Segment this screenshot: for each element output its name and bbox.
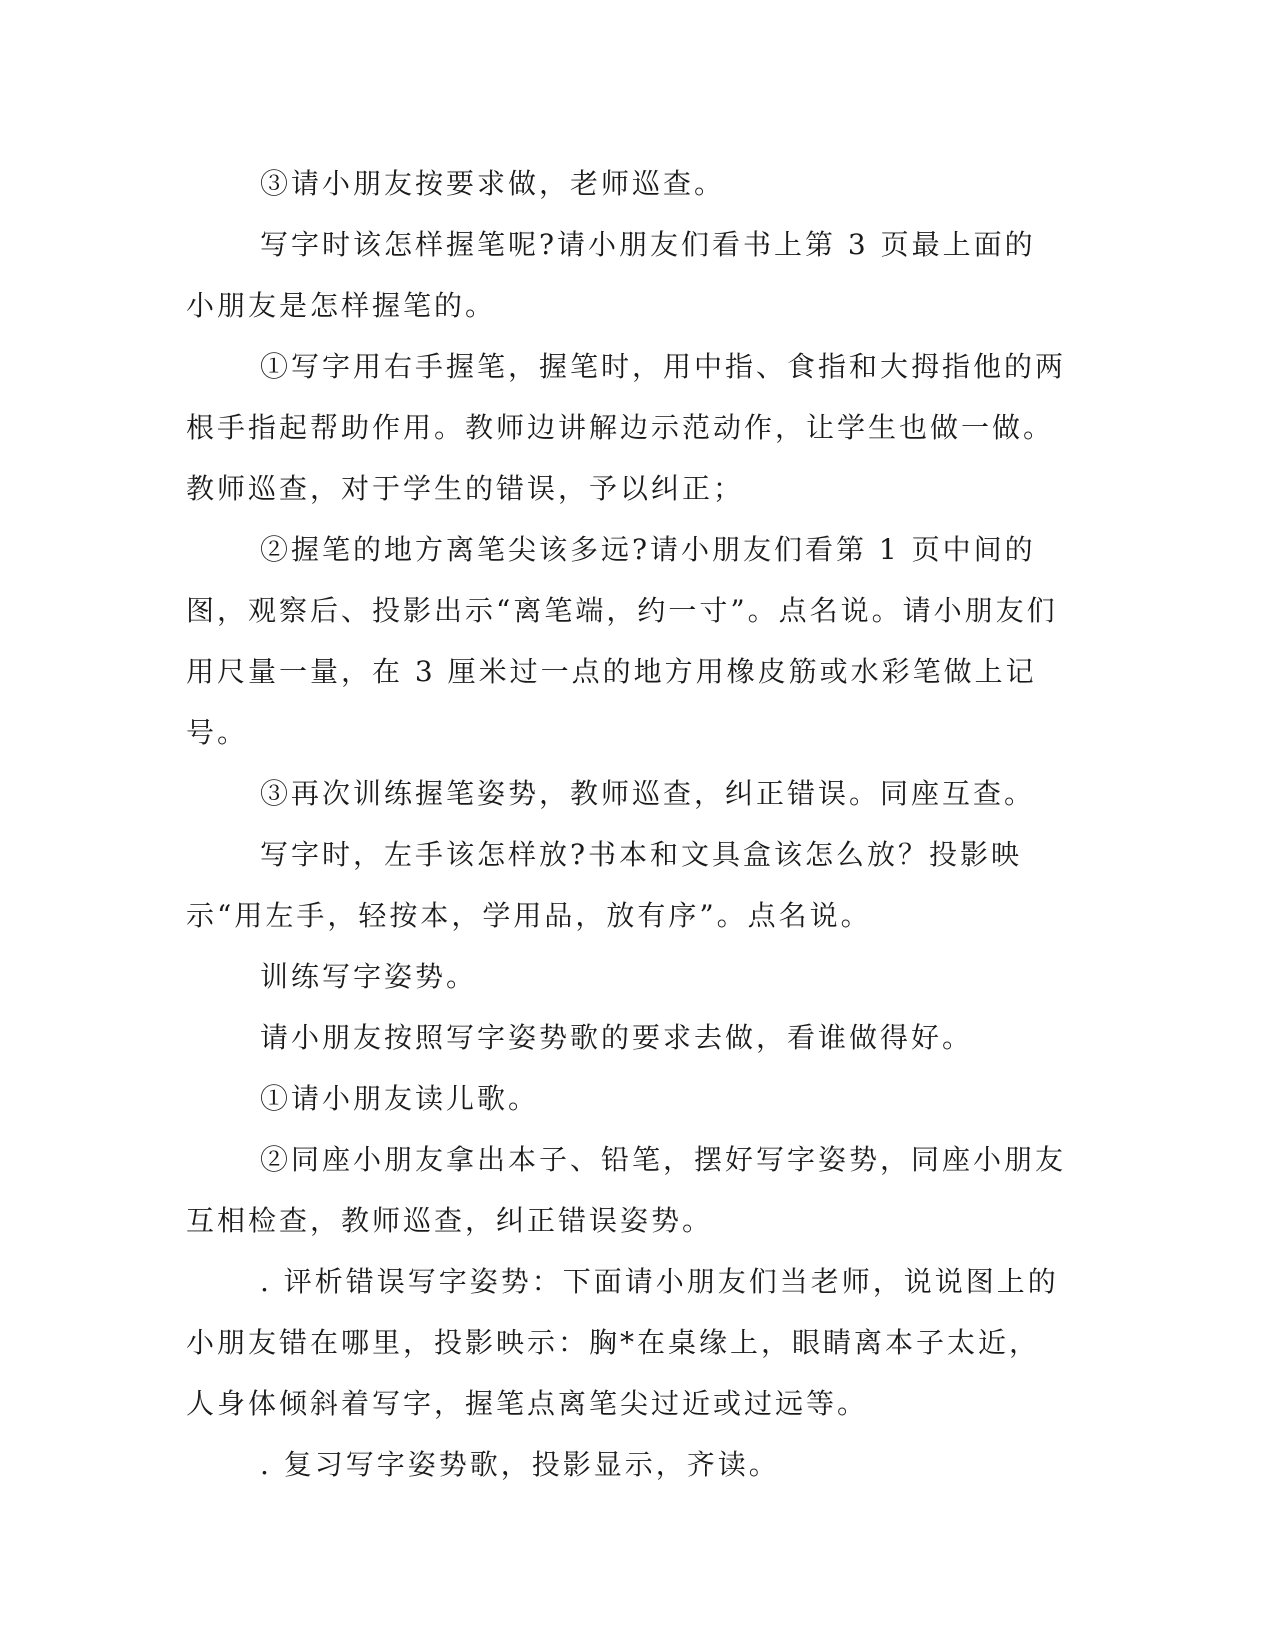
paragraph-review-posture-song: . 复习写字姿势歌，投影显示，齐读。 [260,1448,780,1481]
paragraph-analyze-wrong-posture: . 评析错误写字姿势：下面请小朋友们当老师，说说图上的小朋友错在哪里，投影映示：胸*在桌缘上，眼睛离本子太近，人身体倾斜着写字，握笔点离笔尖过近或过远等。 [186,1265,1059,1420]
paragraph-read-rhyme: ①请小朋友读儿歌。 [260,1082,540,1115]
paragraph-peer-check: ②同座小朋友拿出本子、铅笔，摆好写字姿势，同座小朋友互相检查，教师巡查，纠正错误姿势。 [186,1143,1067,1237]
paragraph-retrain-grip: ③再次训练握笔姿势，教师巡查，纠正错误。同座互查。 [260,777,1036,810]
paragraph-posture-training: 训练写字姿势。 [260,960,478,993]
document-body [186,153,1066,1495]
paragraph-step-3-do-as-required: ③请小朋友按要求做，老师巡查。 [260,167,726,200]
paragraph-grip-distance: ②握笔的地方离笔尖该多远?请小朋友们看第 1 页中间的图，观察后、投影出示“离笔端，约一寸”。点名说。请小朋友们用尺量一量，在 3 厘米过一点的地方用橡皮筋或水彩笔做上记号。 [186,533,1058,749]
paragraph-how-to-hold-pen: 写字时该怎样握笔呢?请小朋友们看书上第 3 页最上面的小朋友是怎样握笔的。 [186,228,1036,322]
paragraph-right-hand-grip: ①写字用右手握笔，握笔时，用中指、食指和大拇指他的两根手指起帮助作用。教师边讲解边示范动作，让学生也做一做。教师巡查，对于学生的错误，予以纠正； [186,350,1067,505]
paragraph-follow-posture-song: 请小朋友按照写字姿势歌的要求去做，看谁做得好。 [260,1021,974,1054]
paragraph-left-hand-placement: 写字时，左手该怎样放?书本和文具盒该怎么放？投影映示“用左手，轻按本，学用品，放有序”。点名说。 [186,838,1023,932]
